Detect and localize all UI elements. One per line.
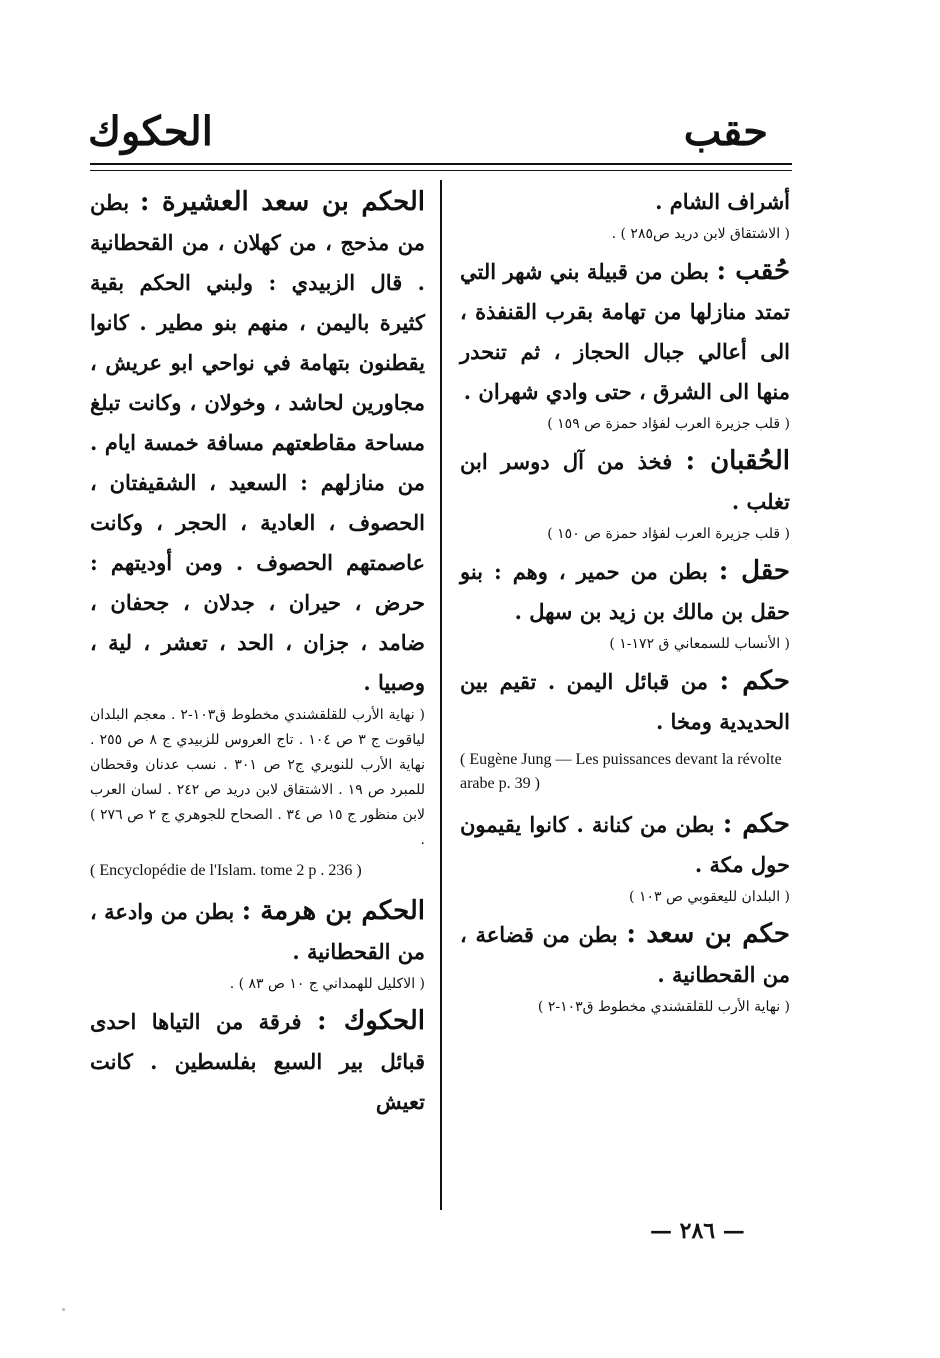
entry-text: بطن من كنانة . كانوا يقيمون حول مكة . [460,812,790,877]
citation: ( نهاية الأرب للقلقشندي مخطوط ق١٠٣-٢ ) [537,999,790,1015]
entry [90,1001,425,1122]
entry-text: بطن من حمير ، وهم : بنو حقل بن مالك بن زيد بن سهل . [460,559,790,624]
entry-text: بطن من قضاعة ، من القحطانية . [460,922,790,987]
entry-text: فخذ من آل دوسر ابن تغلب . [460,449,790,514]
entry-headword: حكم : [719,666,790,696]
entry [460,441,790,522]
entry-headword: الحكم بن سعد العشيرة : [139,187,425,217]
citation: ( الاشتقاق لابن دريد ص٢٨٥ ) . [611,226,790,242]
entry-headword: حُقب : [716,256,791,286]
entry-text: فرقة من التياها احدى قبائل بير السبع بفلسطين . كانت تعيش [90,1009,425,1114]
entry-headword: حكم بن سعد : [626,919,790,949]
entry-headword: الحكوك : [317,1006,425,1036]
page-number: — ٢٨٦ — [650,1218,745,1244]
entry [460,551,790,632]
citation: ( قلب جزيرة العرب لفؤاد حمزة ص ١٥٩ ) [547,416,790,432]
citation: ( البلدان لليعقوبي ص ١٠٣ ) [629,889,790,905]
header-left-word: الحكوك [88,108,213,155]
citation: ( الأنساب للسمعاني ق ١٧٢-١ ) [609,636,790,652]
entry-text: أشراف الشام . [655,189,790,214]
latin-citation: ( Encyclopédie de l'Islam. tome 2 p . 236 ) [90,862,362,879]
header-rule-thin [90,170,792,171]
entry [460,182,790,222]
citation: ( نهاية الأرب للقلقشندي مخطوط ق١٠٣-٢ . معجم البلدان لياقوت ج ٣ ص ١٠٤ . تاج العروس للزبيدي ج ٨ ص ٢٥٥ . نهاية الأرب للنويري ج٢ ص ٣٠١ . نسب عدنان وقحطان للمبرد ص ١٩ . الاشتقاق لابن دريد ص ٢٤٢ . لسان العرب لابن منظور ج ١٥ ص ٣٤ . الصحاح للجوهري ج ٢ ص ٢٧٦ ) . [90,707,426,848]
scan-speck [62,1308,65,1311]
left-column [90,182,425,1122]
column-divider [440,180,442,1210]
entry [460,914,790,995]
citation: ( قلب جزيرة العرب لفؤاد حمزة ص ١٥٠ ) [547,526,790,542]
entry-text: من قبائل اليمن . تقيم بين الحديدية ومخا . [460,669,790,734]
entry-text: بطن من وادعة ، من القحطانية . [90,899,425,964]
entry [90,891,425,972]
right-column [460,182,790,1024]
entry [460,251,790,412]
entry [460,661,790,742]
entry [460,804,790,885]
entry [90,182,425,703]
entry-headword: حقل : [718,556,790,586]
entry-text: بطن من قبيلة بني شهر التي تمتد منازلها من تهامة بقرب القنفذة ، الى أعالي جبال الحجاز ، ثم تنحدر منها الى الشرق ، حتى وادي شهران . [460,259,790,404]
header-right-word: حقب [683,108,768,155]
entry-headword: حكم : [722,809,790,839]
entry-headword: الحُقبان : [685,446,791,476]
entry-text: بطن من مذحج ، من كهلان ، من القحطانية . قال الزبيدي : ولبني الحكم بقية كثيرة باليمن ، منهم بنو مطير . كانوا يقطنون بتهامة في نواحي ابو عريش ، مجاورين لحاشد ، وخولان ، وكانت تبلغ مساحة مقاطعتهم مسافة خمسة ايام . من منازلهم : السعيد ، الشقيفتان ، الحصوف ، العادية ، الحجر ، وكانت عاصمتهم الحصوف . ومن أوديتهم : حرض ، حيران ، جدلان ، جحفان ، ضامد ، جزان ، الحد ، تعشر ، لية ، وصبيا . [90,190,425,695]
latin-citation: ( Eugène Jung — Les puissances devant la révolte arabe p. 39 ) [460,751,782,792]
entry-headword: الحكم بن هرمة : [241,896,426,926]
citation: ( الاكليل للهمداني ج ١٠ ص ٨٣ ) . [229,976,425,992]
header-rule [90,163,792,165]
